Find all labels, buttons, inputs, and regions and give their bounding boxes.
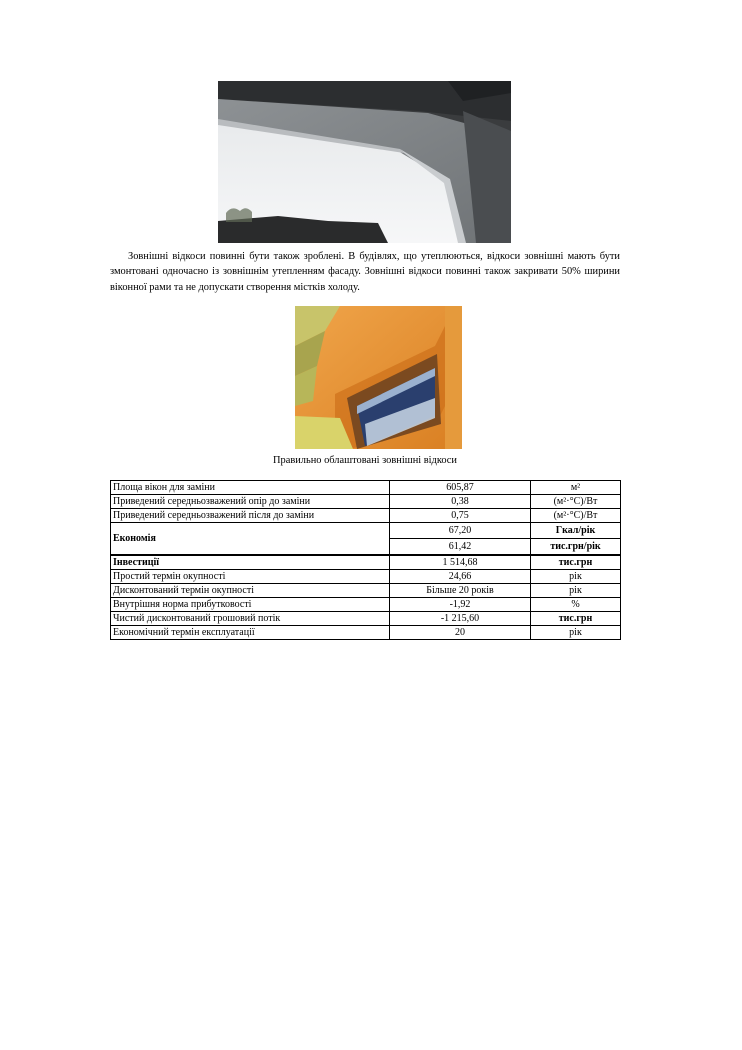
row-unit: рік bbox=[531, 570, 621, 584]
table-row bbox=[111, 626, 621, 640]
body-paragraph: Зовнішні відкоси повинні бути також зроблені. В будівлях, що утеплюються, відкоси зовнішні мають бути змонтовані одночасно із зовнішнім утепленням фасаду. Зовнішні відкоси повинні також закривати 50% ширини віконної рами та не допускати створення містків холоду. bbox=[110, 251, 620, 293]
table-row bbox=[111, 481, 621, 495]
row-unit: (м²·°С)/Вт bbox=[531, 495, 621, 509]
row-label: Простий термін окупності bbox=[111, 570, 390, 584]
row-value: -1 215,60 bbox=[390, 612, 531, 626]
window-interior-photo bbox=[218, 81, 511, 243]
row-label: Площа вікон для заміни bbox=[111, 481, 390, 495]
row-value: 0,75 bbox=[390, 509, 531, 523]
orange-facade-window-photo bbox=[295, 306, 462, 449]
table-row bbox=[111, 555, 621, 570]
row-label: Економія bbox=[111, 523, 390, 556]
row-unit: (м²·°С)/Вт bbox=[531, 509, 621, 523]
row-unit: тис.грн bbox=[531, 555, 621, 570]
row-unit: Гкал/рік bbox=[531, 523, 621, 539]
row-value: 605,87 bbox=[390, 481, 531, 495]
row-label: Внутрішня норма прибутковості bbox=[111, 598, 390, 612]
row-value: 20 bbox=[390, 626, 531, 640]
row-label: Інвестиції bbox=[111, 555, 390, 570]
row-unit: рік bbox=[531, 584, 621, 598]
table-row bbox=[111, 584, 621, 598]
table-row bbox=[111, 612, 621, 626]
row-unit: тис.грн/рік bbox=[531, 539, 621, 556]
row-label: Економічний термін експлуатації bbox=[111, 626, 390, 640]
table-row bbox=[111, 598, 621, 612]
row-value: 61,42 bbox=[390, 539, 531, 556]
table-row bbox=[111, 495, 621, 509]
row-label: Приведений середньозважений після до заміни bbox=[111, 509, 390, 523]
row-unit: рік bbox=[531, 626, 621, 640]
economics-table bbox=[110, 480, 621, 640]
row-label: Чистий дисконтований грошовий потік bbox=[111, 612, 390, 626]
row-unit: м² bbox=[531, 481, 621, 495]
row-unit: % bbox=[531, 598, 621, 612]
row-value: 0,38 bbox=[390, 495, 531, 509]
row-unit: тис.грн bbox=[531, 612, 621, 626]
row-value: -1,92 bbox=[390, 598, 531, 612]
table-row bbox=[111, 570, 621, 584]
table-row bbox=[111, 523, 621, 539]
row-value: 24,66 bbox=[390, 570, 531, 584]
row-value: 67,20 bbox=[390, 523, 531, 539]
photo-caption: Правильно облаштовані зовнішні відкоси bbox=[273, 455, 457, 466]
table-row bbox=[111, 509, 621, 523]
row-label: Приведений середньозважений опір до заміни bbox=[111, 495, 390, 509]
row-value: 1 514,68 bbox=[390, 555, 531, 570]
row-value: Більше 20 років bbox=[390, 584, 531, 598]
row-label: Дисконтований термін окупності bbox=[111, 584, 390, 598]
